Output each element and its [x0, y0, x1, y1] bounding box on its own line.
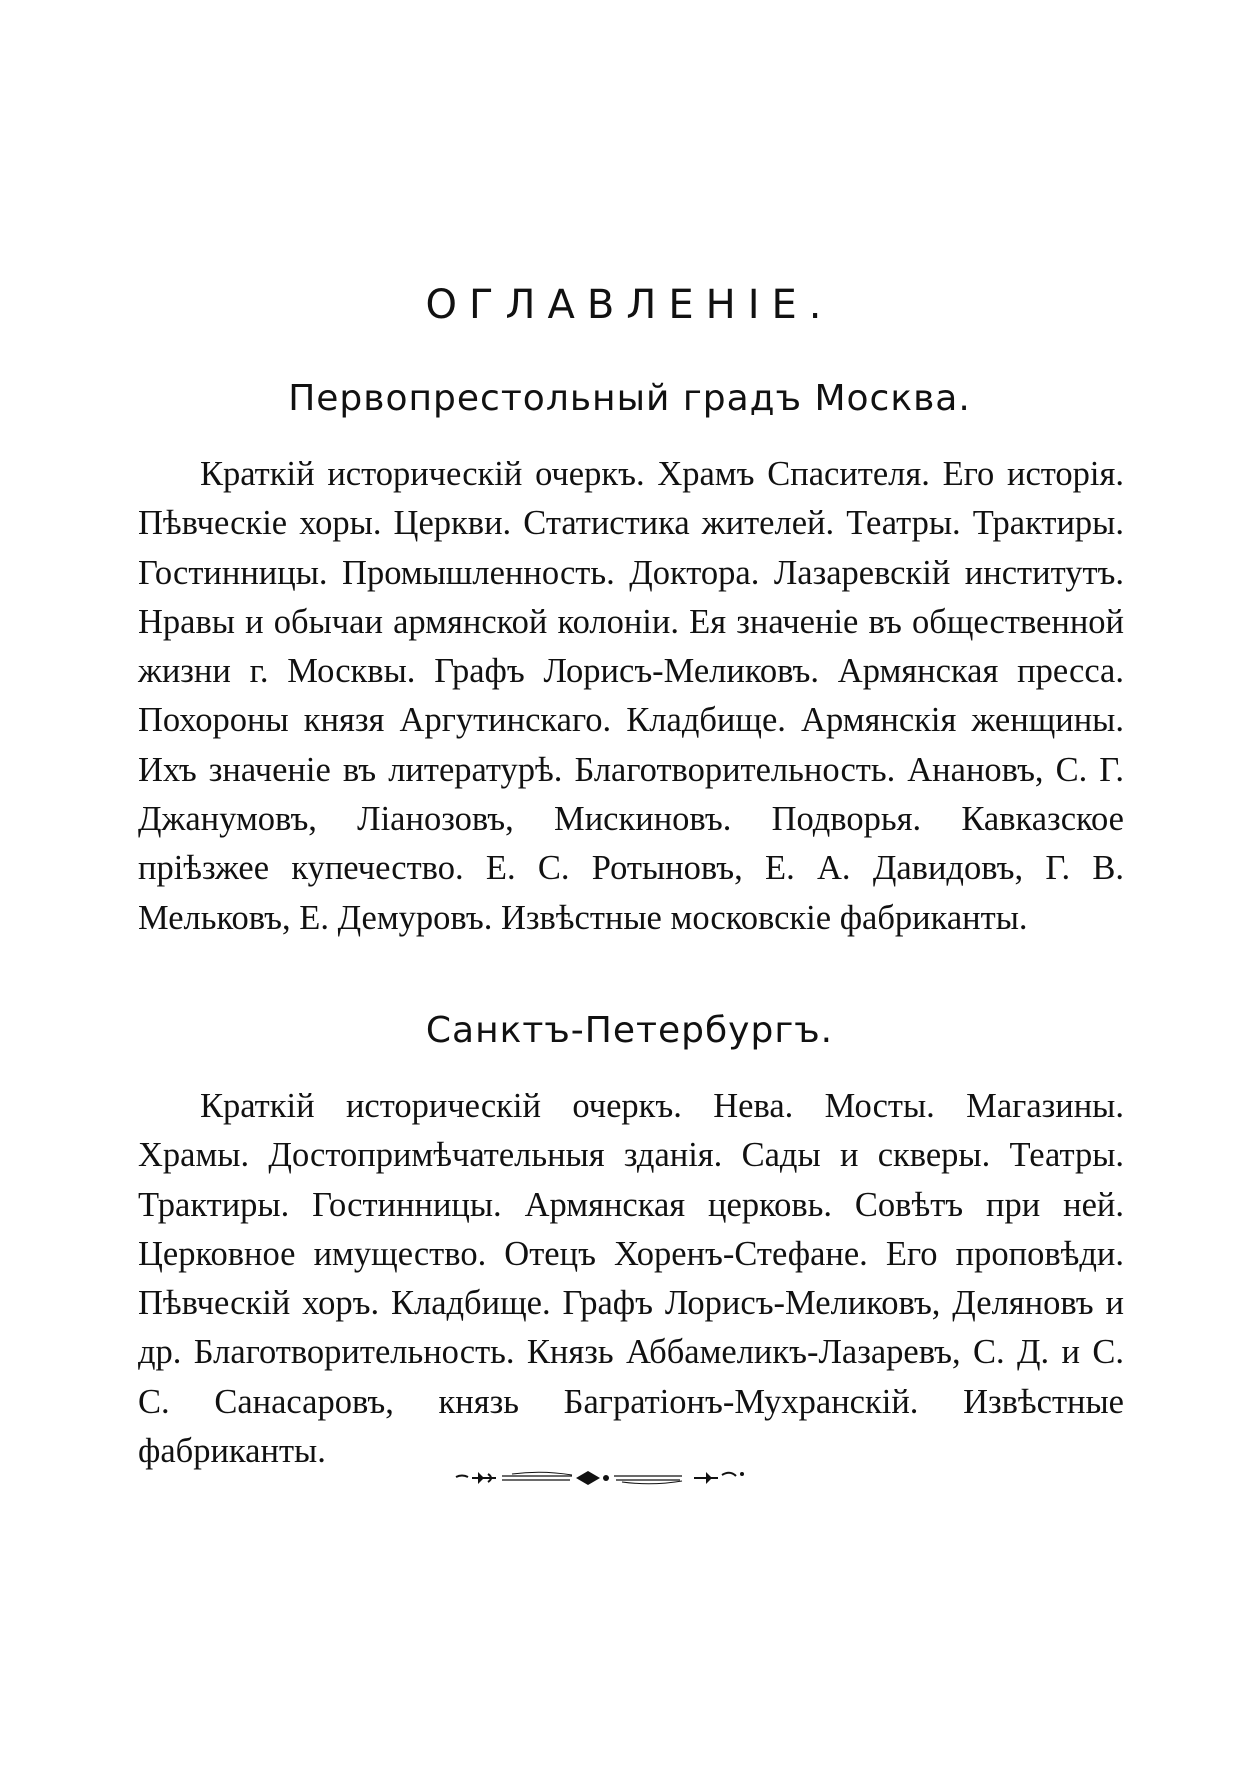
section-text-moscow: Краткій историческій очеркъ. Храмъ Спасителя. Его исторія. Пѣвческіе хоры. Церкви. Статистика жителей. Театры. Трактиры. Гостинницы. Промышленность. Доктора. Лазаревскій институтъ. Нравы и обычаи армянской колоніи. Ея значеніе въ общественной жизни г. Москвы. Графъ Лорисъ-Меликовъ. Армянская пресса. Похороны князя Аргутинскаго. Кладбище. Армянскія женщины. Ихъ значеніе въ литературѣ. Благотворительность. Анановъ, С. Г. Джанумовъ, Ліанозовъ, Мискиновъ. Подворья. Кавказское пріѣзжее купечество. Е. С. Ротыновъ, Е. А. Давидовъ, Г. В. Мельковъ, Е. Демуровъ. Извѣстные московскіе фабриканты. [138, 455, 1124, 937]
decorative-flourish-icon [452, 1466, 752, 1490]
section-heading-petersburg: Санктъ-Петербургъ. [425, 1010, 834, 1051]
section-heading-moscow: Первопрестольный градъ Москва. [288, 378, 971, 419]
page-title: ОГЛАВЛЕНІЕ. [425, 282, 834, 328]
section-text-petersburg: Краткій историческій очеркъ. Нева. Мосты. Магазины. Храмы. Достопримѣчательныя зданія. Сады и скверы. Театры. Трактиры. Гостинницы. Армянская церковь. Совѣтъ при ней. Церковное имущество. Отецъ Хоренъ-Стефане. Его проповѣди. Пѣвческій хоръ. Кладбище. Графъ Лорисъ-Меликовъ, Деляновъ и др. Благотворительность. Князь Аббамеликъ-Лазаревъ, С. Д. и С. С. Санасаровъ, князь Багратіонъ-Мухранскій. Извѣстные фабриканты. [138, 1087, 1124, 1471]
